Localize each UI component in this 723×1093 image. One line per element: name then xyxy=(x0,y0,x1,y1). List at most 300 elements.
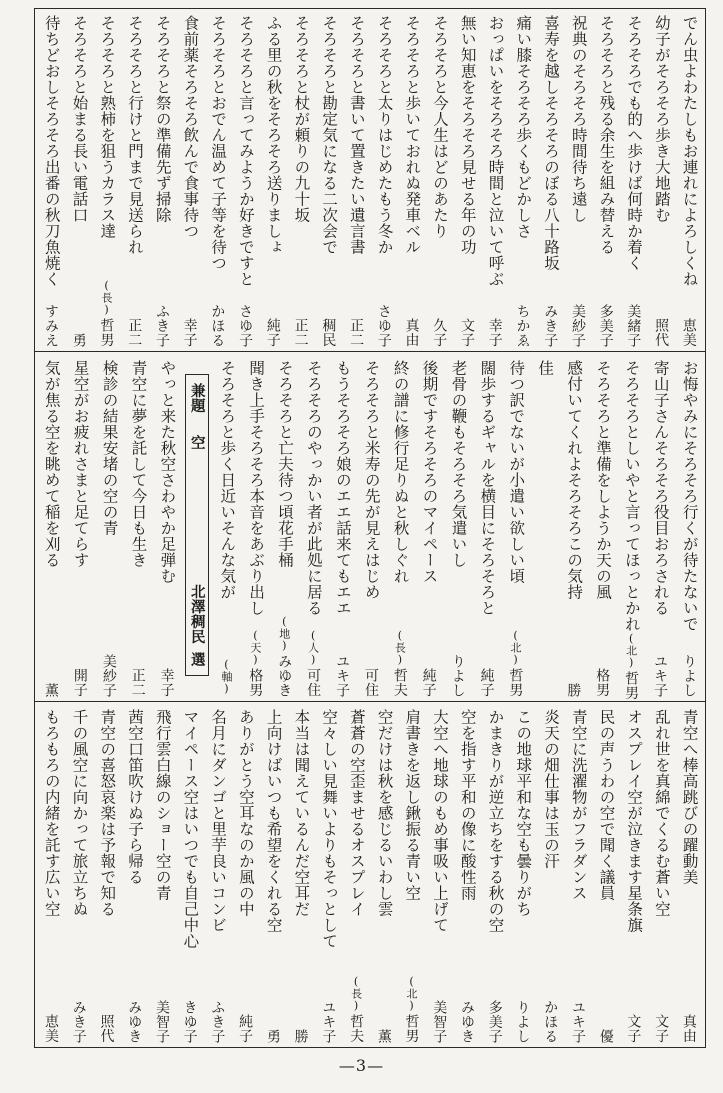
author-block xyxy=(321,1000,335,1044)
haiku-text: 青空に夢を託して今日も生き xyxy=(129,360,148,568)
author-block xyxy=(377,304,391,348)
haiku-column xyxy=(372,9,396,351)
haiku-text: 青空に洗濯物がフラダンス xyxy=(569,709,588,901)
haiku-text: 老骨の鞭もそろそろ気遣いし xyxy=(449,360,468,568)
author-block xyxy=(349,318,363,347)
author-name: みき子 xyxy=(70,999,87,1043)
haiku-text: そろそろとしいやと言ってほっとかれ xyxy=(622,360,641,632)
haiku-column xyxy=(566,703,590,1047)
haiku-column xyxy=(594,703,618,1047)
haiku-column xyxy=(289,703,313,1047)
theme-select-suffix: 選 xyxy=(188,652,206,667)
haiku-column xyxy=(261,703,285,1047)
page-number: —3— xyxy=(338,1056,385,1075)
author-block xyxy=(682,654,696,698)
rank-tag: (長) xyxy=(393,629,407,666)
author-name: 哲男 xyxy=(403,1014,420,1043)
author-block xyxy=(654,1014,668,1043)
haiku-column xyxy=(68,354,92,701)
author-block xyxy=(480,668,494,697)
haiku-text: そろそろと太りはじめたもう冬か xyxy=(375,15,394,255)
haiku-column xyxy=(594,9,618,351)
haiku-column xyxy=(301,354,325,701)
haiku-text: 後期ですそろそろのマイペース xyxy=(420,360,439,584)
haiku-text: そろそろと祭の準備先ず掃除 xyxy=(153,15,172,223)
haiku-text: 佳 xyxy=(536,360,555,376)
theme-selector: 北澤稠民 xyxy=(188,584,206,644)
haiku-band-1 xyxy=(35,9,705,351)
haiku-column xyxy=(483,703,507,1047)
rank-tag: (地) xyxy=(277,614,291,652)
haiku-text: 肩書きを返し鍬振る青い空 xyxy=(403,709,422,901)
haiku-text: 本当は聞えているんだ空耳だ xyxy=(292,709,311,917)
haiku-column xyxy=(417,354,441,701)
haiku-column xyxy=(510,703,534,1047)
author-name: 純子 xyxy=(478,668,495,697)
author-block xyxy=(488,1000,502,1044)
page-frame xyxy=(34,8,706,1048)
haiku-text: 上向けばいつも希望をくれる空 xyxy=(264,709,283,933)
haiku-column xyxy=(316,703,340,1047)
haiku-text: お悔やみにそろそろ行くが待たないで xyxy=(680,360,699,632)
haiku-column xyxy=(455,9,479,351)
author-name: かほる xyxy=(542,999,559,1043)
haiku-column xyxy=(39,703,63,1047)
author-name: 正二 xyxy=(129,668,146,697)
author-block xyxy=(432,318,446,347)
author-block xyxy=(99,279,113,347)
author-block xyxy=(160,668,174,697)
author-name: 薫 xyxy=(43,682,59,697)
haiku-column xyxy=(272,354,296,701)
haiku-column xyxy=(39,354,63,701)
haiku-text: 大空へ地球のもめ事吸い上げて xyxy=(431,709,450,933)
haiku-text: 空だけは秋を感じるいわし雲 xyxy=(375,709,394,917)
author-block xyxy=(248,629,262,697)
author-name: 優 xyxy=(597,1028,614,1043)
haiku-text: 星空がお疲れさまと足てらす xyxy=(71,360,90,568)
haiku-column xyxy=(344,703,368,1047)
haiku-text: 炎天の畑仕事は玉の汗 xyxy=(541,709,560,869)
haiku-column xyxy=(621,9,645,351)
author-name: ふき子 xyxy=(153,303,170,347)
haiku-text: 千の風空に向かって旅立ちぬ xyxy=(70,709,89,917)
author-block xyxy=(509,629,523,697)
haiku-column xyxy=(504,354,528,701)
haiku-column xyxy=(538,703,562,1047)
author-name: みゆき xyxy=(459,999,476,1043)
haiku-text: 検診の結果安堵の空の青 xyxy=(100,360,119,536)
author-name: ちかゑ xyxy=(514,303,531,347)
haiku-text: 青空の喜怒哀楽は予報で知る xyxy=(98,709,117,917)
author-name: かほる xyxy=(209,303,226,347)
haiku-column xyxy=(233,703,257,1047)
theme-label: 兼題 xyxy=(188,383,206,413)
author-name: きゆ子 xyxy=(181,999,198,1043)
theme-column xyxy=(184,354,210,701)
haiku-text: 民の声うわの空で聞く議員 xyxy=(597,709,616,901)
author-name: 純子 xyxy=(420,668,437,697)
haiku-text: 茜空口笛吹けぬ子ら帰る xyxy=(125,709,144,885)
author-name: 美智子 xyxy=(431,999,448,1043)
author-name: 哲夫 xyxy=(348,1014,365,1043)
haiku-text: そろそろと歩く日近いそんな気が xyxy=(218,360,237,600)
author-block xyxy=(566,683,580,698)
author-name: ユキ子 xyxy=(652,653,669,697)
author-block xyxy=(682,318,696,347)
author-block xyxy=(460,1000,474,1044)
author-block xyxy=(294,318,308,347)
haiku-text: 祝典のそろそろ時間待ち遠し xyxy=(569,15,588,223)
haiku-column xyxy=(316,9,340,351)
author-block xyxy=(515,1000,529,1044)
author-block xyxy=(72,333,86,348)
author-block xyxy=(238,1014,252,1043)
author-block xyxy=(73,668,87,697)
haiku-text: そろそろと行けと門まで見送られ xyxy=(125,15,144,255)
haiku-column xyxy=(372,703,396,1047)
rank-tag: (長) xyxy=(99,279,113,316)
author-block xyxy=(515,304,529,348)
author-block xyxy=(405,975,419,1043)
author-block xyxy=(321,318,335,347)
author-block xyxy=(277,615,291,698)
author-block xyxy=(131,668,145,697)
haiku-text: 青空へ棒高跳びの躍動美 xyxy=(680,709,699,885)
author-name: 文子 xyxy=(625,1014,642,1043)
haiku-text: そろそろのやっかい者が此処に居る xyxy=(304,360,323,616)
haiku-column xyxy=(178,9,202,351)
author-block xyxy=(44,304,58,348)
haiku-text: 乱れ世を真綿でくるむ蒼い空 xyxy=(652,709,671,917)
author-name: 多美子 xyxy=(486,999,503,1043)
haiku-column xyxy=(126,354,150,701)
haiku-text: 空を指す平和の像に酸性雨 xyxy=(458,709,477,901)
author-name: 照代 xyxy=(98,1014,115,1043)
haiku-text: 待ちどおしそろそろ出番の秋刀魚焼く xyxy=(42,15,61,287)
theme-box xyxy=(185,374,209,676)
rank-tag: (北) xyxy=(624,632,638,669)
author-name: 開子 xyxy=(71,668,88,697)
author-block xyxy=(155,1000,169,1044)
haiku-column xyxy=(649,703,673,1047)
haiku-column xyxy=(178,703,202,1047)
author-name: 美紗子 xyxy=(100,653,117,697)
haiku-column xyxy=(97,354,121,701)
haiku-column xyxy=(39,9,63,351)
author-block xyxy=(364,668,378,697)
author-block xyxy=(543,1000,557,1044)
author-block xyxy=(654,318,668,347)
author-name: みき子 xyxy=(542,303,559,347)
haiku-band-2 xyxy=(35,354,705,701)
rank-tag: (北) xyxy=(405,975,419,1012)
haiku-text: 食前薬そろそろ飲んで食事待つ xyxy=(181,15,200,239)
author-name: 哲男 xyxy=(98,318,115,347)
author-name: 文子 xyxy=(459,318,476,347)
haiku-column xyxy=(289,9,313,351)
author-block xyxy=(102,654,116,698)
rank-tag: (長) xyxy=(349,975,363,1012)
author-block xyxy=(422,668,436,697)
haiku-column xyxy=(233,9,257,351)
author-block xyxy=(238,304,252,348)
author-name: さゆ子 xyxy=(375,303,392,347)
haiku-column xyxy=(243,354,267,701)
author-block xyxy=(393,629,407,697)
author-name: 恵美 xyxy=(680,318,697,347)
haiku-column xyxy=(455,703,479,1047)
haiku-column xyxy=(510,9,534,351)
author-block xyxy=(488,318,502,347)
author-name: ふき子 xyxy=(209,999,226,1043)
author-block xyxy=(543,304,557,348)
haiku-column xyxy=(214,354,238,701)
haiku-column xyxy=(590,354,614,701)
author-name: 哲夫 xyxy=(391,668,408,697)
haiku-column xyxy=(94,703,118,1047)
rank-tag: (北) xyxy=(509,629,522,666)
author-name: 幸子 xyxy=(486,318,503,347)
author-name: 勇 xyxy=(264,1028,281,1043)
haiku-text: 空々しい見舞いよりもそっとして xyxy=(320,709,339,949)
haiku-text: 名月にダンゴと里芋良いコンビ xyxy=(209,709,228,933)
author-block xyxy=(626,1014,640,1043)
author-block xyxy=(624,632,638,700)
haiku-column xyxy=(205,9,229,351)
haiku-text: 闊歩するギャルを横目にそろそろと xyxy=(478,360,497,616)
author-name: 久子 xyxy=(431,318,448,347)
haiku-column xyxy=(648,354,672,701)
author-name: 哲男 xyxy=(507,668,524,697)
haiku-column xyxy=(150,9,174,351)
author-name: ユキ子 xyxy=(334,653,351,697)
haiku-column xyxy=(330,354,354,701)
author-block xyxy=(626,304,640,348)
author-block xyxy=(72,1000,86,1044)
author-block xyxy=(183,318,197,347)
haiku-column xyxy=(538,9,562,351)
haiku-column xyxy=(446,354,470,701)
rank-tag: (人) xyxy=(306,629,320,666)
haiku-text: おっぱいをそろそろ時間と泣いて呼ぶ xyxy=(486,15,505,287)
author-name: 幸子 xyxy=(181,318,198,347)
haiku-text: 感付いてくれよそろそろこの気持 xyxy=(565,360,584,600)
author-block xyxy=(599,304,613,348)
author-block xyxy=(210,304,224,348)
author-name: 可住 xyxy=(305,668,322,697)
haiku-column xyxy=(483,9,507,351)
author-name: 美智子 xyxy=(153,999,170,1043)
author-name: 恵美 xyxy=(43,1014,59,1043)
haiku-column xyxy=(400,9,424,351)
haiku-text: 寄山子さんそろそろ役目おろされる xyxy=(651,360,670,616)
author-name: 勝 xyxy=(292,1028,309,1043)
haiku-text: そろそろと今人生はどのあたり xyxy=(431,15,450,239)
author-name: さゆ子 xyxy=(237,303,254,347)
haiku-column xyxy=(566,9,590,351)
haiku-column xyxy=(67,9,91,351)
theme-topic: 空 xyxy=(188,435,206,450)
author-name: りよし xyxy=(680,653,697,697)
haiku-column xyxy=(205,703,229,1047)
author-block xyxy=(595,668,609,697)
haiku-text: 飛行雲白線のショー空の青 xyxy=(153,709,172,901)
author-block xyxy=(44,1014,58,1043)
haiku-text: そろそろと準備をしようか天の風 xyxy=(593,360,612,600)
haiku-text: そろそろと始まる長い電話口 xyxy=(70,15,89,223)
author-name: 正二 xyxy=(348,318,365,347)
author-block xyxy=(266,318,280,347)
author-block xyxy=(335,654,349,698)
haiku-column xyxy=(122,703,146,1047)
haiku-text: そろそろと言ってみようか好きですと xyxy=(236,15,255,287)
haiku-text: オスプレイ空が泣きます星条旗 xyxy=(625,709,644,933)
rank-tag: (天) xyxy=(248,629,262,666)
author-name: 幸子 xyxy=(158,668,175,697)
haiku-text: そろそろと残る余生を組み替える xyxy=(597,15,616,255)
haiku-text: 痛い膝そろそろ歩くもどかしさ xyxy=(514,15,533,239)
haiku-column xyxy=(400,703,424,1047)
band-divider xyxy=(35,351,705,352)
author-block xyxy=(221,658,232,697)
author-name: 照代 xyxy=(653,318,670,347)
haiku-column xyxy=(649,9,673,351)
author-name: 稠民 xyxy=(320,318,337,347)
haiku-text: そろそろでも的へ歩けば何時か着く xyxy=(625,15,644,271)
haiku-text: 待つ訳でないが小遣い欲しい頃 xyxy=(507,360,526,584)
haiku-column xyxy=(427,703,451,1047)
author-name: みゆき xyxy=(126,999,143,1043)
haiku-text: そろそろとおでん温めて子等を待つ xyxy=(209,15,228,271)
author-block xyxy=(127,1000,141,1044)
author-name: 薫 xyxy=(375,1028,392,1043)
author-block xyxy=(127,318,141,347)
haiku-column xyxy=(561,354,585,701)
author-block xyxy=(571,304,585,348)
haiku-text: ふる里の秋をそろそろ送りましょ xyxy=(264,15,283,255)
haiku-text: この地球平和な空も曇りがち xyxy=(514,709,533,917)
haiku-text: そろそろと杖が頼りの九十坂 xyxy=(292,15,311,223)
haiku-text: そろそろと熟柿を狙うカラス達 xyxy=(98,15,117,239)
author-block xyxy=(306,629,320,697)
haiku-text: 気が焦る空を眺めて稲を刈る xyxy=(42,360,61,568)
author-name: 正二 xyxy=(126,318,143,347)
haiku-column xyxy=(677,9,701,351)
haiku-text: そろそろと書いて置きたい遺言書 xyxy=(347,15,366,255)
author-name: りよし xyxy=(514,999,531,1043)
author-name: 格男 xyxy=(247,668,264,697)
haiku-column xyxy=(150,703,174,1047)
author-block xyxy=(653,654,667,698)
haiku-column xyxy=(475,354,499,701)
author-name: 多美子 xyxy=(597,303,614,347)
haiku-text: 喜寿を越しそろそろのぼる八十路坂 xyxy=(541,15,560,271)
author-name: 格男 xyxy=(594,668,611,697)
author-name: 純子 xyxy=(237,1014,254,1043)
haiku-column xyxy=(427,9,451,351)
haiku-text: もろもろの内緒を託す広い空 xyxy=(42,709,61,917)
haiku-column xyxy=(619,354,643,701)
haiku-column xyxy=(344,9,368,351)
haiku-band-3 xyxy=(35,703,705,1047)
author-block xyxy=(210,1000,224,1044)
author-name: 真由 xyxy=(680,1014,697,1043)
author-block xyxy=(44,683,58,698)
haiku-text: そろそろと勘定気になる二次会で xyxy=(320,15,339,255)
haiku-column xyxy=(677,354,701,701)
author-block xyxy=(266,1029,280,1044)
author-name: 勝 xyxy=(565,682,582,697)
author-block xyxy=(377,1029,391,1044)
haiku-column xyxy=(677,703,701,1047)
author-name: すみえ xyxy=(43,303,59,347)
author-block xyxy=(571,1000,585,1044)
haiku-text: 終の譜に修行足りぬと秋しぐれ xyxy=(391,360,410,584)
author-block xyxy=(432,1000,446,1044)
haiku-text: そろそろと歩いておれぬ発車ベル xyxy=(403,15,422,255)
author-name: みゆき xyxy=(276,653,293,697)
author-name: 正二 xyxy=(292,318,309,347)
haiku-column xyxy=(261,9,285,351)
rank-tag: (軸) xyxy=(219,658,233,695)
haiku-text: マイペース空はいつでも自己中心 xyxy=(181,709,200,949)
haiku-text: かまきりが逆立ちをする秋の空 xyxy=(486,709,505,933)
haiku-column xyxy=(155,354,179,701)
haiku-text: そろそろと米寿の先が見えはじめ xyxy=(362,360,381,600)
author-name: 文子 xyxy=(653,1014,670,1043)
haiku-column xyxy=(388,354,412,701)
author-name: 真由 xyxy=(403,318,420,347)
haiku-column xyxy=(532,354,556,701)
author-name: りよし xyxy=(449,653,466,697)
author-name: 美緒子 xyxy=(625,303,642,347)
author-block xyxy=(183,1000,197,1044)
haiku-text: やっと来た秋空さわやか足弾む xyxy=(158,360,177,584)
haiku-text: でん虫よわたしもお連れによろしくね xyxy=(680,15,699,287)
haiku-text: 聞き上手そろそろ本音をあぶり出し xyxy=(247,360,266,616)
author-name: 勇 xyxy=(70,332,87,347)
haiku-column xyxy=(67,703,91,1047)
author-block xyxy=(682,1014,696,1043)
band-divider xyxy=(35,701,705,702)
author-block xyxy=(349,975,363,1043)
author-block xyxy=(405,318,419,347)
author-name: 純子 xyxy=(264,318,281,347)
haiku-column xyxy=(122,9,146,351)
haiku-text: そろそろと亡夫待つ頃花手桶 xyxy=(276,360,294,568)
author-block xyxy=(599,1029,613,1044)
author-block xyxy=(294,1029,308,1044)
author-block xyxy=(451,654,465,698)
haiku-text: もうそろそろ娘のエエ話来てもエエ xyxy=(333,360,352,616)
haiku-text: 蒼蒼の空歪ませるオスプレイ xyxy=(347,709,366,917)
haiku-text: 幼子がそろそろ歩き大地踏む xyxy=(652,15,671,223)
author-name: ユキ子 xyxy=(569,999,586,1043)
haiku-text: ありがとう空耳なのか風の中 xyxy=(236,709,255,917)
haiku-column xyxy=(359,354,383,701)
author-block xyxy=(460,318,474,347)
author-block xyxy=(155,304,169,348)
haiku-column xyxy=(621,703,645,1047)
author-name: 可住 xyxy=(362,668,379,697)
author-name: 哲男 xyxy=(623,671,640,700)
author-name: ユキ子 xyxy=(320,999,337,1043)
haiku-column xyxy=(94,9,118,351)
author-name: 美紗子 xyxy=(569,303,586,347)
haiku-text: 無い知恵をそろそろ見せる年の功 xyxy=(458,15,477,255)
author-block xyxy=(99,1014,113,1043)
